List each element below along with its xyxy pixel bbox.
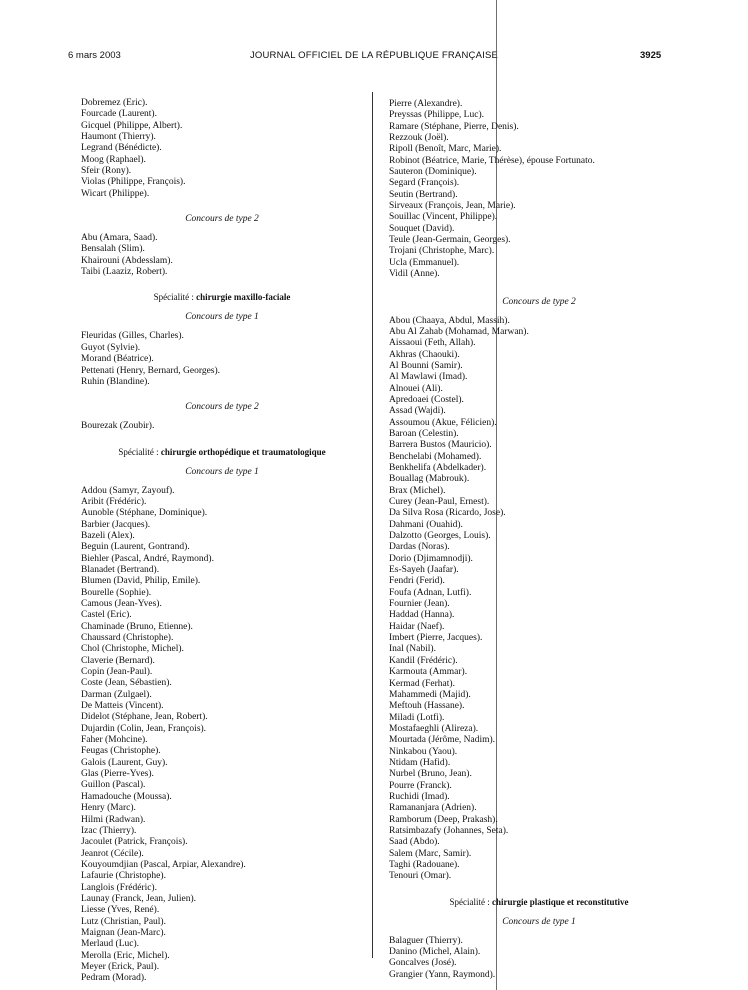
name-entry: Karmouta (Ammar). (389, 667, 468, 678)
name-entry: Jacoulet (Patrick, François). (81, 837, 188, 848)
name-entry: Barrera Bustos (Mauricio). (389, 440, 492, 451)
name-entry: Foufa (Adnan, Lutfi). (389, 587, 472, 598)
name-entry: Goncalves (José). (389, 958, 457, 969)
name-entry: Ruchidi (Imad). (389, 791, 450, 802)
name-entry: Dahmani (Ouahid). (389, 519, 463, 530)
page-header (0, 50, 748, 64)
name-entry: Inal (Nabil). (389, 644, 436, 655)
name-entry: Dardas (Noras). (389, 542, 450, 553)
name-list (81, 421, 363, 432)
name-entry: Grangier (Yann, Raymond). (389, 969, 496, 980)
name-entry: Fournier (Jean). (389, 599, 450, 610)
name-entry: Imbert (Pierre, Jacques). (389, 633, 483, 644)
name-entry: Khairouni (Abdesslam). (81, 255, 173, 266)
name-entry: Wicart (Philippe). (81, 188, 150, 199)
name-entry: Castel (Eric). (81, 610, 132, 621)
name-entry: Dobremez (Eric). (81, 98, 148, 108)
name-entry: Biehler (Pascal, André, Raymond). (81, 553, 214, 564)
name-entry: Fleuridas (Gilles, Charles). (81, 331, 184, 342)
name-list (81, 233, 363, 278)
name-entry: Lafaurie (Christophe). (81, 871, 166, 882)
name-entry: Violas (Philippe, François). (81, 177, 186, 188)
name-entry: Darman (Zulgael). (81, 689, 152, 700)
name-entry: Bensalah (Slim). (81, 244, 145, 255)
name-entry: Gicquel (Philippe, Albert). (81, 120, 183, 131)
name-entry: Robinot (Béatrice, Marie, Thérèse), épouse Fortunato. (389, 155, 595, 166)
name-entry: Akhras (Chaouki). (389, 349, 460, 360)
name-entry: Curey (Jean-Paul, Ernest). (389, 497, 490, 507)
specialty-heading-maxillo (81, 291, 363, 303)
name-entry: Mostafaeghli (Alireza). (389, 723, 479, 734)
name-entry: Balaguer (Thierry). (389, 935, 463, 946)
header-date: 6 mars 2003 (68, 50, 121, 61)
name-entry: Ntidam (Hafid). (389, 757, 451, 768)
subheading-concours-type-2: Concours de type 2 (185, 214, 259, 225)
name-entry: Abou (Chaaya, Abdul, Massih). (389, 315, 510, 326)
specialty-name: chirurgie plastique et reconstitutive (491, 896, 629, 907)
name-entry: Fendri (Ferid). (389, 576, 445, 587)
name-entry: Bourezak (Zoubir). (81, 421, 155, 432)
name-list (81, 331, 363, 388)
name-entry: Es-Sayeh (Jaafar). (389, 565, 459, 576)
name-entry: Barbier (Jacques). (81, 519, 151, 530)
name-entry: Chol (Christophe, Michel). (81, 644, 184, 655)
name-entry: Haidar (Naef). (389, 621, 445, 632)
name-entry: Abu Al Zahab (Mohamad, Marwan). (389, 326, 529, 337)
name-entry: Guyot (Sylvie). (81, 342, 141, 353)
subheading-concours-type-1: Concours de type 1 (185, 312, 259, 323)
name-entry: Aunoble (Stéphane, Dominique). (81, 508, 208, 519)
name-entry: Feugas (Christophe). (81, 746, 161, 757)
name-entry: Haddad (Hanna). (389, 610, 455, 621)
name-entry: Ripoll (Benoît, Marc, Marie). (389, 144, 502, 155)
name-entry: Kouyoumdjian (Pascal, Arpiar, Alexandre). (81, 859, 246, 870)
column-divider (372, 92, 373, 958)
name-entry: Merolla (Eric, Michel). (81, 950, 170, 961)
name-entry: Copin (Jean-Paul). (81, 667, 153, 678)
specialty-name: chirurgie orthopédique et traumatologique (160, 446, 326, 457)
name-entry: Blumen (David, Philip, Emile). (81, 576, 201, 587)
name-entry: Assad (Wajdi). (389, 406, 446, 417)
name-entry: Da Silva Rosa (Ricardo, Jose). (389, 508, 506, 519)
header-title: JOURNAL OFFICIEL DE LA RÉPUBLIQUE FRANÇAISE (249, 50, 499, 61)
name-entry: Jeanrot (Cécile). (81, 848, 144, 859)
name-entry: Bourelle (Sophie). (81, 587, 152, 598)
name-entry: Abu (Amara, Saad). (81, 233, 158, 244)
name-entry: Glas (Pierre-Yves). (81, 769, 154, 780)
name-entry: Trojani (Christophe, Marc). (389, 246, 495, 257)
specialty-heading-plastique (389, 896, 689, 908)
subheading-concours-type-2: Concours de type 2 (502, 296, 576, 307)
name-list (81, 486, 363, 985)
name-entry: Saad (Abdo). (389, 837, 440, 848)
specialty-prefix: Spécialité : (449, 896, 492, 907)
name-entry: Aissaoui (Feth, Allah). (389, 338, 476, 349)
name-entry: Merlaud (Luc). (81, 939, 140, 950)
name-entry: Ramare (Stéphane, Pierre, Denis). (389, 121, 519, 132)
name-entry: Claverie (Bernard). (81, 655, 155, 666)
name-entry: Guillon (Pascal). (81, 780, 146, 791)
name-list (389, 99, 689, 281)
name-entry: Salem (Marc, Samir). (389, 848, 472, 859)
name-entry: Ratsimbazafy (Johannes, Seta). (389, 825, 509, 836)
name-entry: Souquet (David). (389, 223, 455, 234)
name-entry: Benkhelifa (Abdelkader). (389, 462, 487, 473)
name-entry: Pourre (Franck). (389, 780, 452, 791)
name-entry: Blanadet (Bertrand). (81, 564, 160, 575)
name-list (81, 98, 363, 200)
name-entry: Vidil (Anne). (389, 269, 440, 280)
name-entry: Taibi (Laaziz, Robert). (81, 267, 168, 278)
name-entry: Baroan (Celestin). (389, 428, 459, 439)
name-entry: Langlois (Frédéric). (81, 882, 157, 893)
name-entry: Legrand (Bénédicte). (81, 143, 162, 154)
name-entry: Dalzotto (Georges, Louis). (389, 531, 491, 542)
name-entry: Pierre (Alexandre). (389, 99, 463, 109)
name-entry: Tenouri (Omar). (389, 871, 452, 882)
name-entry: Ramananjara (Adrien). (389, 803, 477, 814)
name-entry: Faher (Mohcine). (81, 735, 148, 746)
name-entry: Meftouh (Hassane). (389, 701, 465, 712)
left-column (81, 98, 363, 985)
name-entry: Bouallag (Mabrouk). (389, 474, 470, 485)
name-entry: Mourtada (Jérôme, Nadim). (389, 735, 496, 746)
specialty-heading-orthopedie (81, 446, 363, 458)
name-entry: Benchelabi (Mohamed). (389, 451, 482, 462)
name-entry: Hilmi (Radwan). (81, 814, 146, 825)
name-entry: Morand (Béatrice). (81, 354, 154, 365)
name-entry: Lutz (Christian, Paul). (81, 916, 166, 927)
name-entry: Dujardin (Colin, Jean, François). (81, 723, 207, 734)
name-entry: Taghi (Radouane). (389, 860, 460, 870)
name-entry: Meyer (Erick, Paul). (81, 961, 160, 972)
name-entry: Segard (François). (389, 178, 460, 189)
name-entry: Ninkabou (Yaou). (389, 746, 458, 757)
name-entry: Al Bounni (Samir). (389, 360, 463, 371)
subheading-concours-type-1: Concours de type 1 (185, 466, 259, 477)
name-entry: Apredoaei (Costel). (389, 394, 464, 405)
name-entry: Moog (Raphael). (81, 154, 146, 165)
name-entry: Beguin (Laurent, Gontrand). (81, 542, 190, 553)
name-entry: Liesse (Yves, René). (81, 905, 160, 916)
name-entry: Henry (Marc). (81, 803, 136, 814)
name-entry: Kermad (Ferhat). (389, 678, 455, 689)
name-entry: Maignan (Jean-Marc). (81, 927, 166, 938)
name-entry: Ramborum (Deep, Prakash). (389, 814, 498, 825)
name-entry: Hamadouche (Moussa). (81, 791, 172, 802)
name-entry: Mahammedi (Majid). (389, 689, 471, 700)
name-entry: Rezzouk (Joël). (389, 133, 449, 144)
name-entry: Haumont (Thierry). (81, 132, 156, 143)
subheading-concours-type-2: Concours de type 2 (185, 402, 259, 413)
name-entry: Preyssas (Philippe, Luc). (389, 110, 484, 121)
specialty-prefix: Spécialité : (118, 446, 161, 457)
name-entry: De Matteis (Vincent). (81, 701, 164, 712)
name-entry: Danino (Michel, Alain). (389, 947, 481, 958)
name-entry: Kandil (Frédéric). (389, 655, 458, 666)
name-entry: Alnouei (Ali). (389, 383, 443, 394)
name-entry: Izac (Thierry). (81, 825, 137, 836)
name-list (389, 316, 689, 883)
name-entry: Addou (Samyr, Zayouf). (81, 485, 175, 496)
name-entry: Al Mawlawi (Imad). (389, 372, 468, 383)
name-entry: Dorio (Djimamnodji). (389, 553, 473, 564)
name-entry: Coste (Jean, Sébastien). (81, 678, 172, 689)
name-entry: Aribit (Frédéric). (81, 496, 147, 507)
name-entry: Chaminade (Bruno, Etienne). (81, 621, 193, 632)
name-entry: Ruhin (Blandine). (81, 376, 150, 387)
page-number: 3925 (640, 50, 662, 61)
name-entry: Assoumou (Akue, Félicien). (389, 417, 497, 428)
name-entry: Brax (Michel). (389, 485, 446, 496)
name-entry: Miladi (Lotfi). (389, 712, 445, 723)
name-entry: Bazeli (Alex). (81, 530, 135, 541)
name-entry: Sauteron (Dominique). (389, 167, 477, 178)
name-entry: Chaussard (Christophe). (81, 633, 174, 643)
name-entry: Fourcade (Laurent). (81, 109, 157, 120)
name-entry: Seutin (Bertrand). (389, 189, 458, 200)
name-entry: Launay (Franck, Jean, Julien). (81, 893, 197, 904)
specialty-name: chirurgie maxillo-faciale (196, 292, 291, 303)
specialty-prefix: Spécialité : (153, 292, 197, 303)
name-entry: Sfeir (Rony). (81, 166, 132, 177)
name-entry: Galois (Laurent, Guy). (81, 757, 168, 768)
subheading-concours-type-1: Concours de type 1 (502, 916, 576, 927)
name-entry: Pedram (Morad). (81, 973, 147, 984)
name-list (389, 936, 689, 981)
right-column (389, 99, 689, 981)
name-entry: Teule (Jean-Germain, Georges). (389, 235, 511, 246)
name-entry: Souillac (Vincent, Philippe). (389, 212, 498, 223)
name-entry: Pettenati (Henry, Bernard, Georges). (81, 365, 221, 376)
name-entry: Nurbel (Bruno, Jean). (389, 769, 472, 780)
name-entry: Didelot (Stéphane, Jean, Robert). (81, 712, 208, 723)
name-entry: Camous (Jean-Yves). (81, 598, 162, 609)
name-entry: Ucla (Emmanuel). (389, 257, 460, 268)
name-entry: Sirveaux (François, Jean, Marie). (389, 201, 516, 212)
